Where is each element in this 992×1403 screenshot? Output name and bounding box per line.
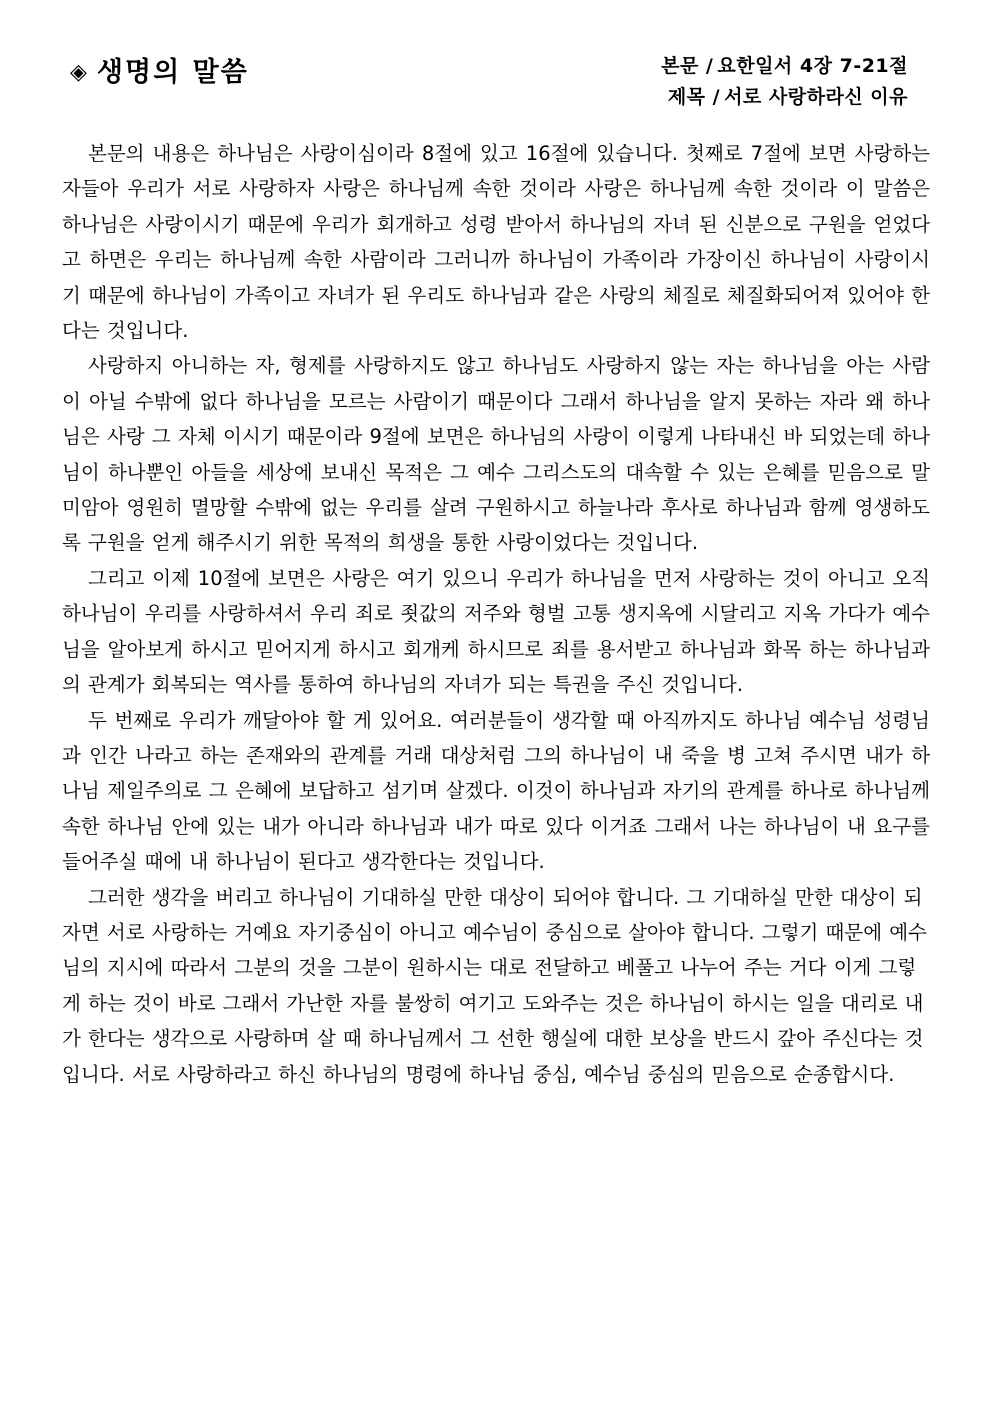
scripture-value: 요한일서 4장 7-21절 — [717, 55, 908, 77]
scripture-line — [661, 52, 908, 81]
paragraph: 그리고 이제 10절에 보면은 사랑은 여기 있으니 우리가 하나님을 먼저 사랑하는 것이 아니고 오직 하나님이 우리를 사랑하셔서 우리 죄로 죗값의 저주와 형벌 고통 생지옥에 시달리고 지옥 가다가 예수님을 알아보게 하시고 믿어지게 하시고 회개케 하시므로 죄를 용서받고 하나님과 화목 하는 하나님과의 관계가 회복되는 역사를 통하여 하나님의 자녀가 되는 특권을 주신 것입니다. — [62, 566, 930, 697]
paragraph: 두 번째로 우리가 깨달아야 할 게 있어요. 여러분들이 생각할 때 아직까지도 하나님 예수님 성령님과 인간 나라고 하는 존재와의 관계를 거래 대상처럼 그의 하나님이 내 죽을 병 고쳐 주시면 내가 하나님 제일주의로 그 은혜에 보답하고 섬기며 살겠다. 이것이 하나님과 자기의 관계를 하나로 하나님께 속한 하나님 안에 있는 내가 아니라 하나님과 내가 따로 있다 이거죠 그래서 나는 하나님이 내 요구를 들어주실 때에 내 하나님이 된다고 생각한다는 것입니다. — [62, 708, 930, 874]
subject-line — [661, 83, 908, 112]
document-header — [62, 44, 930, 132]
document-body — [62, 136, 930, 1092]
paragraph: 그러한 생각을 버리고 하나님이 기대하실 만한 대상이 되어야 합니다. 그 기대하실 만한 대상이 되자면 서로 사랑하는 거예요 자기중심이 아니고 예수님이 중심으로 살아야 합니다. 그렇기 때문에 예수님의 지시에 따라서 그분의 것을 그분이 원하시는 대로 전달하고 베풀고 나누어 주는 거다 이게 그렇게 하는 것이 바로 그래서 가난한 자를 불쌍히 여기고 도와주는 것은 하나님이 하시는 일을 대리로 내가 한다는 생각으로 사랑하며 살 때 하나님께서 그 선한 행실에 대한 보상을 반드시 갚아 주신다는 것입니다. 서로 사랑하라고 하신 하나님의 명령에 하나님 중심, 예수님 중심의 믿음으로 순종합시다. — [62, 885, 927, 1086]
subject-value: 서로 사랑하라신 이유 — [724, 85, 908, 108]
scripture-label: 본문 / — [661, 55, 714, 77]
subject-label: 제목 / — [667, 85, 721, 108]
page-title-text: 생명의 말씀 — [96, 57, 249, 88]
diamond-icon: ◈ — [70, 60, 89, 85]
header-meta — [661, 52, 908, 113]
page-title — [70, 50, 249, 89]
paragraph: 사랑하지 아니하는 자, 형제를 사랑하지도 않고 하나님도 사랑하지 않는 자는 하나님을 아는 사람이 아닐 수밖에 없다 하나님을 모르는 사람이기 때문이다 그래서 하나님을 알지 못하는 자라 왜 하나님은 사랑 그 자체 이시기 때문이라 9절에 보면은 하나님의 사랑이 이렇게 나타내신 바 되었는데 하나님이 하나뿐인 아들을 세상에 보내신 목적은 그 예수 그리스도의 대속할 수 있는 은혜를 믿음으로 말미암아 영원히 멸망할 수밖에 없는 우리를 살려 구원하시고 하늘나라 후사로 하나님과 함께 영생하도록 구원을 얻게 해주시기 위한 목적의 희생을 통한 사랑이었다는 것입니다. — [62, 354, 930, 555]
paragraph: 본문의 내용은 하나님은 사랑이심이라 8절에 있고 16절에 있습니다. 첫째로 7절에 보면 사랑하는 자들아 우리가 서로 사랑하자 사랑은 하나님께 속한 것이라 사랑은 하나님께 속한 것이라 이 말씀은 하나님은 사랑이시기 때문에 우리가 회개하고 성령 받아서 하나님의 자녀 된 신분으로 구원을 얻었다고 하면은 우리는 하나님께 속한 사람이라 그러니까 하나님이 가족이라 가장이신 하나님이 사랑이시기 때문에 하나님이 가족이고 자녀가 된 우리도 하나님과 같은 사랑의 체질로 체질화되어져 있어야 한다는 것입니다. — [62, 142, 930, 343]
